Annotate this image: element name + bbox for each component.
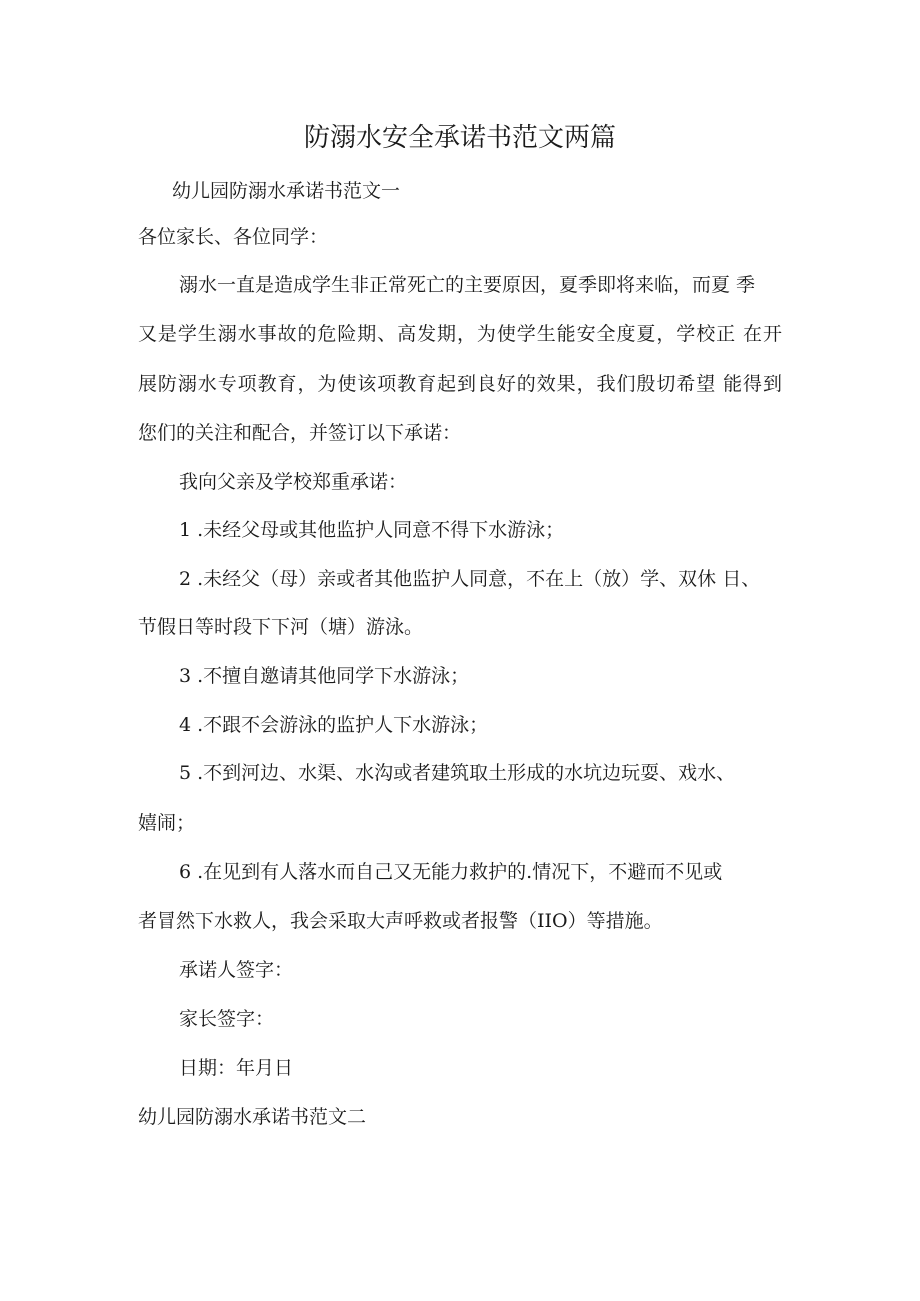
pledge-intro: 我向父亲及学校郑重承诺： xyxy=(179,471,408,493)
signature-date: 日期：年月日 xyxy=(179,1057,294,1079)
pledge-item-2: 2 .未经父（母）亲或者其他监护人同意，不在上（放）学、双休 日、 xyxy=(179,568,761,590)
pledge-item-5-cont: 嬉闹； xyxy=(138,812,196,834)
pledge-item-4: 4 .不跟不会游泳的监护人下水游泳； xyxy=(179,714,489,736)
intro-line-3: 展防溺水专项教育，为使该项教育起到良好的效果，我们殷切希望 能得到 xyxy=(138,373,782,395)
document-title: 防溺水安全承诺书范文两篇 xyxy=(303,123,616,153)
intro-line-4: 您们的关注和配合，并签订以下承诺： xyxy=(138,422,462,444)
intro-line-2: 又是学生溺水事故的危险期、高发期，为使学生能安全度夏，学校正 在开 xyxy=(138,323,782,345)
pledge-item-3: 3 .不擅自邀请其他同学下水游泳； xyxy=(179,665,470,687)
section-heading-1: 幼儿园防溺水承诺书范文一 xyxy=(172,180,401,202)
intro-line-1: 溺水一直是造成学生非正常死亡的主要原因，夏季即将来临，而夏 季 xyxy=(179,274,756,296)
salutation: 各位家长、各位同学： xyxy=(138,226,329,248)
pledge-item-5: 5 .不到河边、水渠、水沟或者建筑取土形成的水坑边玩耍、戏水、 xyxy=(179,762,736,784)
section-heading-2: 幼儿园防溺水承诺书范文二 xyxy=(138,1106,367,1128)
pledge-item-6-cont: 者冒然下水救人，我会采取大声呼救或者报警（IIO）等措施。 xyxy=(138,910,663,932)
pledge-item-2-cont: 节假日等时段下下河（塘）游泳。 xyxy=(138,616,424,638)
pledge-item-1: 1 .未经父母或其他监护人同意不得下水游泳； xyxy=(179,519,565,541)
pledger-signature: 承诺人签字： xyxy=(179,959,294,981)
parent-signature: 家长签字： xyxy=(179,1008,275,1030)
pledge-item-6: 6 .在见到有人落水而自己又无能力救护的.情况下，不避而不见或 xyxy=(179,861,723,883)
